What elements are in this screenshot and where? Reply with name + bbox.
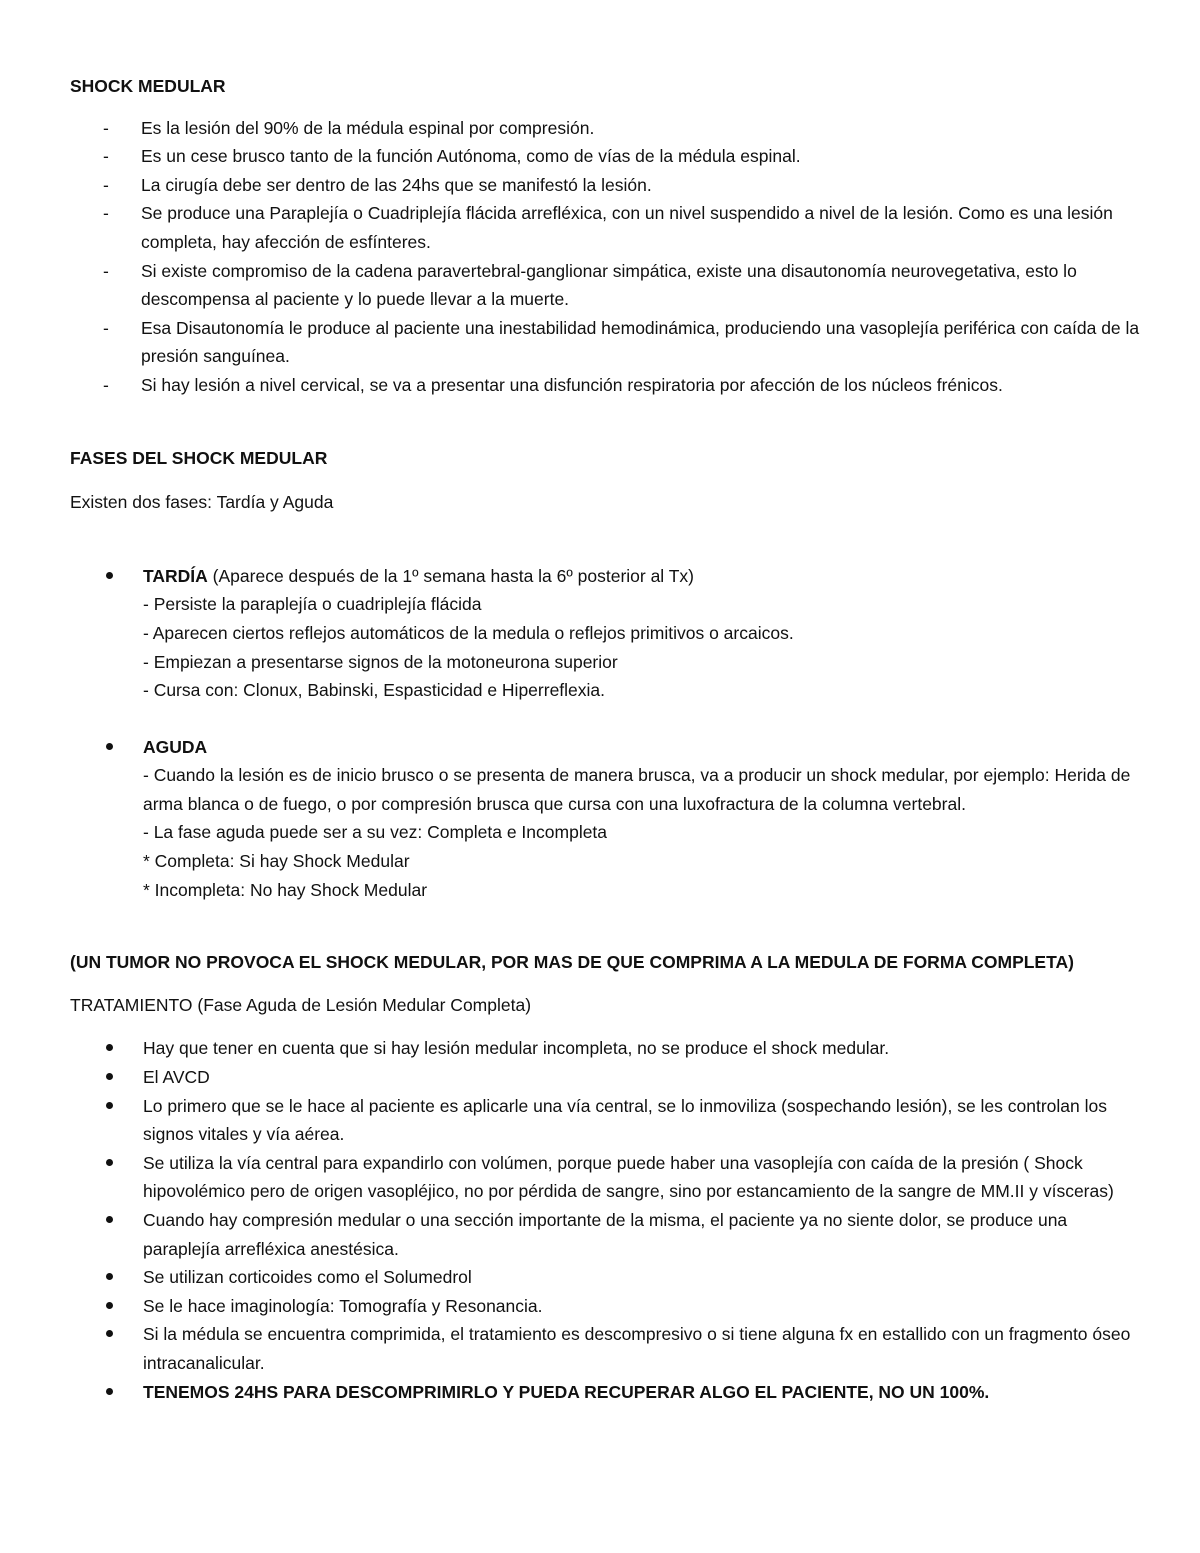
list-item: Se utilizan corticoides como el Solumedrol <box>70 1263 1140 1292</box>
dash-marker: - <box>103 374 109 395</box>
document-content <box>70 72 1140 1406</box>
section-title-shock-medular: SHOCK MEDULAR <box>70 76 226 96</box>
bullet-icon <box>106 572 113 579</box>
shock-medular-list <box>70 114 1140 400</box>
list-item: Cuando hay compresión medular o una sección importante de la misma, el paciente ya no siente dolor, se produce una paraplejía arrefléxica anestésica. <box>70 1206 1140 1263</box>
fase-line: - Cursa con: Clonux, Babinski, Espasticidad e Hiperreflexia. <box>143 680 606 701</box>
list-item: Si la médula se encuentra comprimida, el tratamiento es descompresivo o si tiene alguna fx en estallido con un fragmento óseo intracanalicular. <box>70 1320 1140 1377</box>
fase-line: - Persiste la paraplejía o cuadriplejía flácida <box>143 594 482 615</box>
fase-line: - Cuando la lesión es de inicio brusco o se presenta de manera brusca, va a producir un shock medular, por ejemplo: Herida de arma blanca o de fuego, o por compresión brusca que cursa con una luxofractura de la columna vertebral. <box>143 765 1131 814</box>
fase-line: - La fase aguda puede ser a su vez: Completa e Incompleta <box>143 822 608 843</box>
list-item: - Esa Disautonomía le produce al paciente una inestabilidad hemodinámica, produciendo una vasoplejía periférica con caída de la presión sanguínea. <box>70 314 1140 371</box>
list-item: Lo primero que se le hace al paciente es aplicarle una vía central, se lo inmoviliza (sospechando lesión), se les controlan los signos vitales y vía aérea. <box>70 1092 1140 1149</box>
tumor-note: (UN TUMOR NO PROVOCA EL SHOCK MEDULAR, POR MAS DE QUE COMPRIMA A LA MEDULA DE FORMA COMPLETA) <box>70 952 1074 973</box>
dash-marker: - <box>103 203 109 224</box>
fases-intro: Existen dos fases: Tardía y Aguda <box>70 492 334 513</box>
bullet-icon <box>106 1330 113 1337</box>
fases-list <box>70 562 1140 905</box>
fase-tardia-desc: (Aparece después de la 1º semana hasta la 6º posterior al Tx) <box>207 565 695 586</box>
fase-tardia-label: TARDÍA <box>143 565 208 586</box>
tratamiento-list <box>70 1034 1140 1406</box>
list-item: Se le hace imaginología: Tomografía y Resonancia. <box>70 1292 1140 1321</box>
bullet-icon <box>106 1044 113 1051</box>
section-title-fases: FASES DEL SHOCK MEDULAR <box>70 447 328 468</box>
list-item: - Si hay lesión a nivel cervical, se va a presentar una disfunción respiratoria por afección de los núcleos frénicos. <box>70 371 1140 400</box>
bullet-icon <box>106 1302 113 1309</box>
fase-line: * Incompleta: No hay Shock Medular <box>143 879 428 900</box>
bullet-icon <box>106 743 113 750</box>
fase-tardia <box>70 562 1140 705</box>
list-item: Se utiliza la vía central para expandirlo con volúmen, porque puede haber una vasoplejía con caída de la presión ( Shock hipovolémico pero de origen vasopléjico, no por pérdida de sangre, sino por estancamiento de la sangre de MM.II y vísceras) <box>70 1149 1140 1206</box>
list-item: - La cirugía debe ser dentro de las 24hs que se manifestó la lesión. <box>70 171 1140 200</box>
bullet-icon <box>106 1102 113 1109</box>
list-item: El AVCD <box>70 1063 1140 1092</box>
fase-line: * Completa: Si hay Shock Medular <box>143 851 410 872</box>
list-item-final: TENEMOS 24HS PARA DESCOMPRIMIRLO Y PUEDA RECUPERAR ALGO EL PACIENTE, NO UN 100%. <box>70 1378 1140 1407</box>
fase-aguda <box>70 733 1140 905</box>
list-item: - Se produce una Paraplejía o Cuadriplejía flácida arrefléxica, con un nivel suspendido a nivel de la lesión. Como es una lesión completa, hay afección de esfínteres. <box>70 199 1140 256</box>
list-item: - Es la lesión del 90% de la médula espinal por compresión. <box>70 114 1140 143</box>
fase-aguda-label: AGUDA <box>143 736 208 757</box>
section-title-tratamiento: TRATAMIENTO (Fase Aguda de Lesión Medular Completa) <box>70 994 532 1015</box>
dash-marker: - <box>103 117 109 138</box>
dash-marker: - <box>103 146 109 167</box>
dash-marker: - <box>103 317 109 338</box>
bullet-icon <box>106 1273 113 1280</box>
list-item: - Es un cese brusco tanto de la función Autónoma, como de vías de la médula espinal. <box>70 142 1140 171</box>
dash-marker: - <box>103 174 109 195</box>
fase-line: - Empiezan a presentarse signos de la motoneurona superior <box>143 651 618 672</box>
bullet-icon <box>106 1388 113 1395</box>
list-item: Hay que tener en cuenta que si hay lesión medular incompleta, no se produce el shock medular. <box>70 1034 1140 1063</box>
fase-line: - Aparecen ciertos reflejos automáticos de la medula o reflejos primitivos o arcaicos. <box>143 622 794 643</box>
bullet-icon <box>106 1216 113 1223</box>
bullet-icon <box>106 1159 113 1166</box>
list-item: - Si existe compromiso de la cadena paravertebral-ganglionar simpática, existe una disautonomía neurovegetativa, esto lo descompensa al paciente y lo puede llevar a la muerte. <box>70 257 1140 314</box>
bullet-icon <box>106 1073 113 1080</box>
dash-marker: - <box>103 260 109 281</box>
